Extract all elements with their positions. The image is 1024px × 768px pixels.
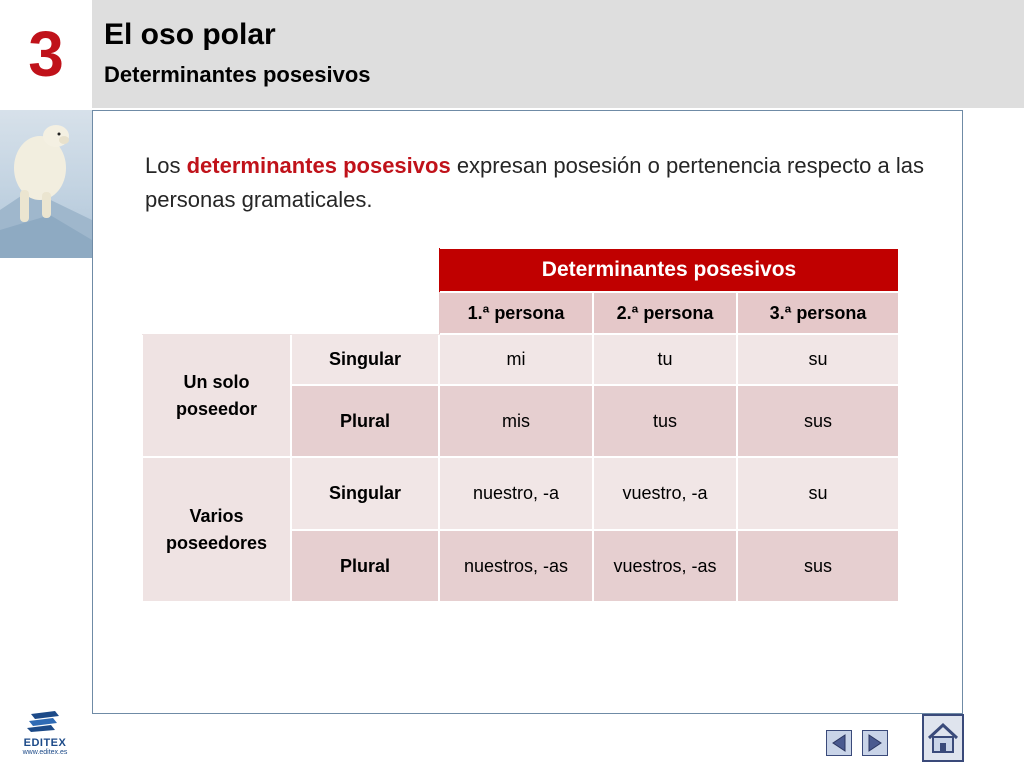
header-bar: [92, 0, 1024, 108]
table-cell: tu: [593, 334, 737, 385]
table-row: [142, 334, 899, 385]
home-icon: [924, 716, 962, 760]
page-subtitle: Determinantes posesivos: [104, 62, 371, 87]
group-label: Un solo poseedor: [142, 334, 291, 457]
number-label: Singular: [291, 334, 439, 385]
person-header: 2.ª persona: [593, 292, 737, 334]
polar-bear-thumbnail: [0, 110, 92, 258]
previous-button[interactable]: [826, 730, 852, 756]
number-label: Plural: [291, 385, 439, 457]
group-label: Varios poseedores: [142, 457, 291, 602]
next-button[interactable]: [862, 730, 888, 756]
table-cell: sus: [737, 385, 899, 457]
table-cell: tus: [593, 385, 737, 457]
polar-bear-illustration: [0, 110, 92, 258]
table-cell: su: [737, 334, 899, 385]
table-title: Determinantes posesivos: [439, 248, 899, 292]
table-cell: su: [737, 457, 899, 530]
table-cell: mis: [439, 385, 593, 457]
content-panel: [92, 110, 963, 714]
intro-text: [145, 149, 925, 217]
intro-suffix: expresan posesión o pertenencia respecto a las personas gramaticales.: [145, 153, 925, 212]
table-row: [142, 457, 899, 530]
table-cell: nuestros, -as: [439, 530, 593, 602]
chapter-number: 3: [28, 18, 64, 90]
intro-prefix: Los: [145, 153, 187, 178]
table-cell: vuestros, -as: [593, 530, 737, 602]
arrow-left-icon: [827, 731, 851, 755]
number-label: Singular: [291, 457, 439, 530]
table-cell: mi: [439, 334, 593, 385]
table-cell: vuestro, -a: [593, 457, 737, 530]
editex-logo: [16, 710, 74, 760]
table-cell: sus: [737, 530, 899, 602]
person-header: 1.ª persona: [439, 292, 593, 334]
person-header: 3.ª persona: [737, 292, 899, 334]
logo-url: www.editex.es: [22, 749, 68, 756]
intro-highlight: determinantes posesivos: [186, 153, 451, 178]
arrow-right-icon: [863, 731, 887, 755]
number-label: Plural: [291, 530, 439, 602]
page-title: El oso polar: [104, 18, 276, 51]
possessives-table: [141, 247, 900, 603]
home-button[interactable]: [922, 714, 964, 762]
table-cell: nuestro, -a: [439, 457, 593, 530]
editex-logo-icon: [25, 710, 65, 732]
logo-text: EDITEX: [23, 737, 67, 749]
